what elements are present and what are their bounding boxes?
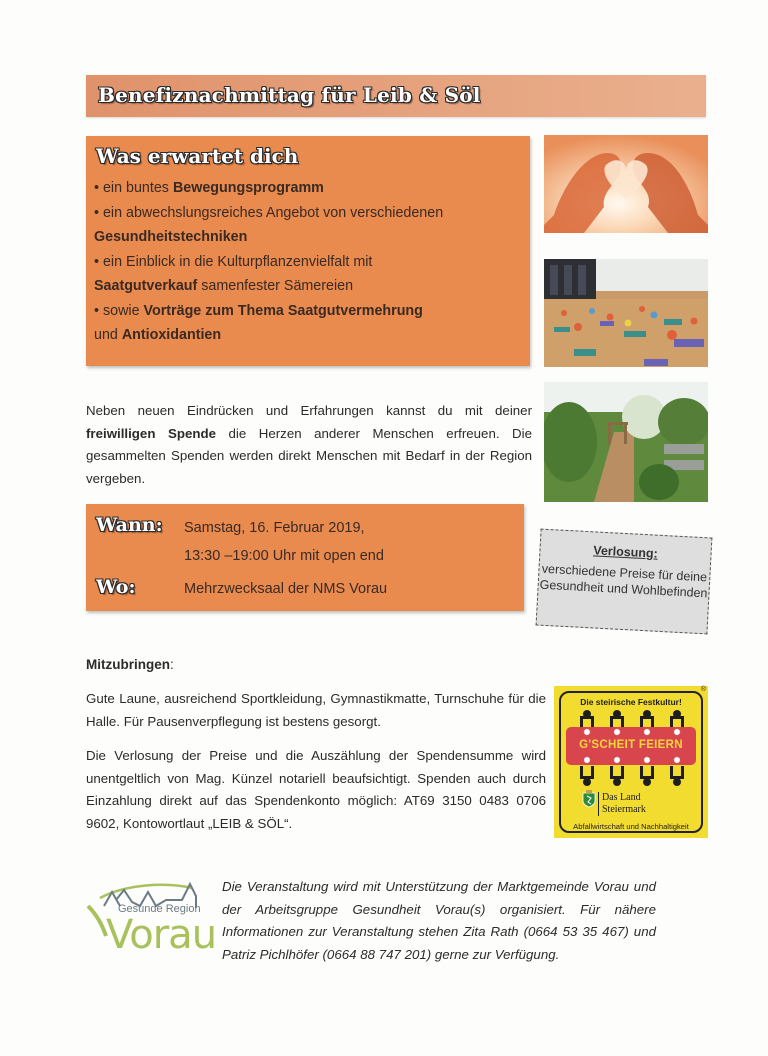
heart-hands-photo xyxy=(544,135,708,233)
logo-text-line1: Gesunde Region xyxy=(118,903,201,915)
raffle-note xyxy=(536,529,713,635)
list-line: • ein buntes Bewegungsprogramm xyxy=(94,180,324,196)
list-line: Gesundheitstechniken xyxy=(94,229,248,245)
registered-mark: ® xyxy=(700,686,706,693)
what-to-expect-heading: Was erwartet dich xyxy=(96,144,299,168)
where-label: Wo: xyxy=(96,576,136,598)
when-label: Wann: xyxy=(96,514,163,536)
raffle-heading: Verlosung: xyxy=(592,543,659,561)
donation-emphasis: freiwilligen Spende xyxy=(86,425,216,441)
badge-band-text: G'SCHEIT FEIERN xyxy=(579,739,683,751)
bring-paragraph: Gute Laune, ausreichend Sportkleidung, Gymnastikmatte, Turnschuhe für die Halle. Für Pausenverpflegung ist bestens gesorgt. xyxy=(86,691,546,729)
what-to-expect-list xyxy=(94,176,443,348)
badge-bottom-text: Abfallwirtschaft und Nachhaltigkeit xyxy=(573,822,689,831)
page-title: Benefiznachmittag für Leib & Söl xyxy=(98,83,481,107)
badge-band xyxy=(566,727,696,765)
where-value: Mehrzwecksaal der NMS Vorau xyxy=(184,581,388,597)
when-where-box xyxy=(86,504,524,611)
list-line: • sowie Vorträge zum Thema Saatgutvermehrung xyxy=(94,302,423,319)
list-line: Saatgutverkauf samenfester Sämereien xyxy=(94,278,354,294)
badge-top-text: Die steirische Festkultur! xyxy=(580,697,682,707)
raffle-text: verschiedene Preise für deine Gesundheit und Wohlbefinden xyxy=(539,561,708,601)
donation-paragraph: Die Verlosung der Preise und die Auszählung der Spendensumme wird unentgeltlich von Mag. Künzel notariell beaufsichtigt. Spenden auch durch Einzahlung direkt auf das Spendenkonto möglich: AT69 3150 0483 0706 9602, Kontowortlaut „LEIB & SÖL“. xyxy=(86,748,546,831)
when-date: Samstag, 16. Februar 2019, xyxy=(184,520,365,536)
gscheit-feiern-badge xyxy=(554,686,708,838)
bring-heading: Mitzubringen: xyxy=(86,657,174,672)
logo-text-line2: Vorau xyxy=(106,912,217,958)
title-banner xyxy=(86,75,706,117)
styria-coat-of-arms-icon xyxy=(582,790,596,808)
intro-paragraph: Neben neuen Eindrücken und Erfahrungen kannst du mit deiner freiwilligen Spende die Herzen anderer Menschen erfreuen. Die gesammelten Spenden werden direkt Menschen mit Bedarf in der Region vergeben. xyxy=(86,403,532,486)
footer-paragraph: Die Veranstaltung wird mit Unterstützung der Marktgemeinde Vorau und der Arbeitsgruppe Gesundheit Vorau(s) organisiert. Für nähere Informationen zur Veranstaltung stehen Zita Rath (0664 53 35 467) und Patriz Pichlhöfer (0664 88 747 201) gerne zur Verfügung. xyxy=(222,879,656,962)
list-line: • ein abwechslungsreiches Angebot von verschiedenen xyxy=(94,204,444,221)
das-land-steiermark-text: Das Land Steiermark xyxy=(598,792,646,816)
garden-photo xyxy=(544,382,708,502)
what-to-expect-box xyxy=(86,136,530,366)
list-line: und Antioxidantien xyxy=(94,327,222,343)
when-time: 13:30 –19:00 Uhr mit open end xyxy=(184,548,384,564)
list-line: • ein Einblick in die Kulturpflanzenvielfalt mit xyxy=(94,253,373,270)
gym-class-photo xyxy=(544,259,708,367)
gesunde-region-vorau-logo xyxy=(86,880,217,968)
